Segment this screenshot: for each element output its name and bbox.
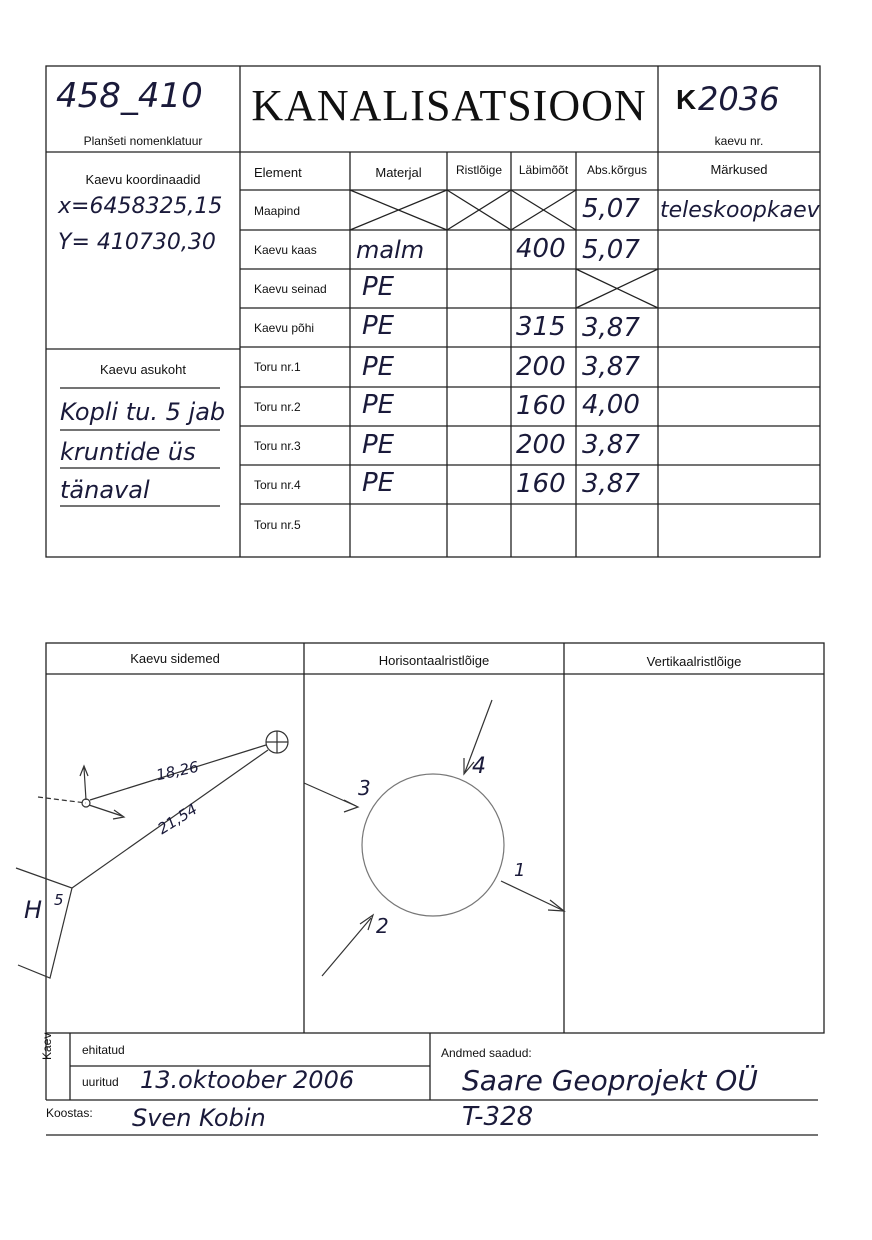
row-element: Toru nr.5 [254, 518, 301, 532]
source-label: Andmed saadud: [441, 1046, 532, 1060]
row-abs-korgus: 5,07 [582, 194, 640, 224]
row-labimoot: 200 [516, 430, 566, 460]
location-line-3: tänaval [60, 476, 150, 504]
pipe-label: 1 [514, 860, 526, 881]
header-markused: Märkused [710, 162, 768, 177]
header-abs-korgus: Abs.kõrgus [586, 163, 648, 177]
row-labimoot: 160 [516, 469, 566, 499]
row-element: Maapind [254, 204, 301, 218]
row-markused: teleskoopkaev [660, 198, 820, 223]
row-abs-korgus: 4,00 [582, 390, 640, 420]
row-element: Toru nr.4 [254, 478, 301, 492]
built-label: ehitatud [82, 1043, 125, 1057]
row-abs-korgus: 5,07 [582, 235, 640, 265]
nomenclature-value: 458_410 [56, 76, 203, 116]
row-element: Toru nr.2 [254, 400, 301, 414]
author-label: Koostas: [46, 1106, 93, 1120]
header-materjal: Materjal [375, 165, 422, 180]
location-line-1: Kopli tu. 5 jab [60, 398, 226, 426]
well-number: 2036 [698, 80, 780, 118]
well-label: kaevu nr. [714, 134, 764, 148]
location-label: Kaevu asukoht [99, 362, 186, 377]
row-abs-korgus: 3,87 [582, 313, 640, 343]
sketch-header-vertical: Vertikaalristlõige [646, 654, 742, 669]
row-materjal: PE [362, 430, 395, 460]
pipe-label: 2 [376, 914, 389, 938]
header-ristloige: Ristlõige [455, 163, 503, 177]
building-number: 5 [54, 891, 64, 909]
row-abs-korgus: 3,87 [582, 430, 640, 460]
building-label: H [24, 896, 43, 924]
sketch-dimension-2: 21,54 [154, 799, 201, 839]
well-prefix: K [676, 84, 697, 115]
nomenclature-label: Planšeti nomenklatuur [83, 134, 203, 148]
source-value: Saare Geoprojekt OÜ [462, 1064, 758, 1097]
horizontal-section [304, 700, 564, 976]
row-materjal: PE [362, 468, 395, 498]
coordinate-y: Y= 410730,30 [58, 230, 216, 255]
source-code: T-328 [462, 1102, 534, 1132]
row-labimoot: 315 [516, 312, 566, 342]
surveyed-date: 13.oktoober 2006 [140, 1066, 355, 1094]
row-labimoot: 400 [516, 234, 566, 264]
author-value: Sven Kobin [132, 1104, 266, 1132]
page-title: KANALISATSIOON [251, 81, 647, 130]
sketch-header-horizontal: Horisontaalristlõige [378, 653, 490, 668]
row-element: Kaevu põhi [254, 321, 315, 335]
coordinates-label: Kaevu koordinaadid [85, 172, 201, 187]
row-element: Kaevu kaas [254, 243, 317, 257]
coordinate-x: x=6458325,15 [58, 194, 223, 219]
row-element: Kaevu seinad [254, 282, 327, 296]
pipe-label: 3 [358, 776, 371, 800]
row-materjal: PE [362, 352, 395, 382]
sketch-header-sidemed: Kaevu sidemed [130, 651, 220, 666]
row-labimoot: 160 [516, 391, 566, 421]
location-line-2: kruntide üs [60, 438, 196, 466]
sketch-dimension-1: 18,26 [154, 757, 201, 785]
row-materjal: malm [356, 236, 425, 264]
sidemed-sketch [16, 731, 288, 978]
row-abs-korgus: 3,87 [582, 352, 640, 382]
pipe-label: 4 [472, 754, 486, 779]
header-element: Element [254, 165, 302, 180]
row-element: Toru nr.1 [254, 360, 301, 374]
row-element: Toru nr.3 [254, 439, 301, 453]
row-labimoot: 200 [516, 352, 566, 382]
row-abs-korgus: 3,87 [582, 469, 640, 499]
header-labimoot: Läbimõõt [518, 163, 569, 177]
row-materjal: PE [362, 390, 395, 420]
kaev-label: Kaev [40, 1032, 54, 1060]
row-materjal: PE [362, 311, 395, 341]
row-materjal: PE [362, 272, 395, 302]
surveyed-label: uuritud [82, 1075, 119, 1089]
